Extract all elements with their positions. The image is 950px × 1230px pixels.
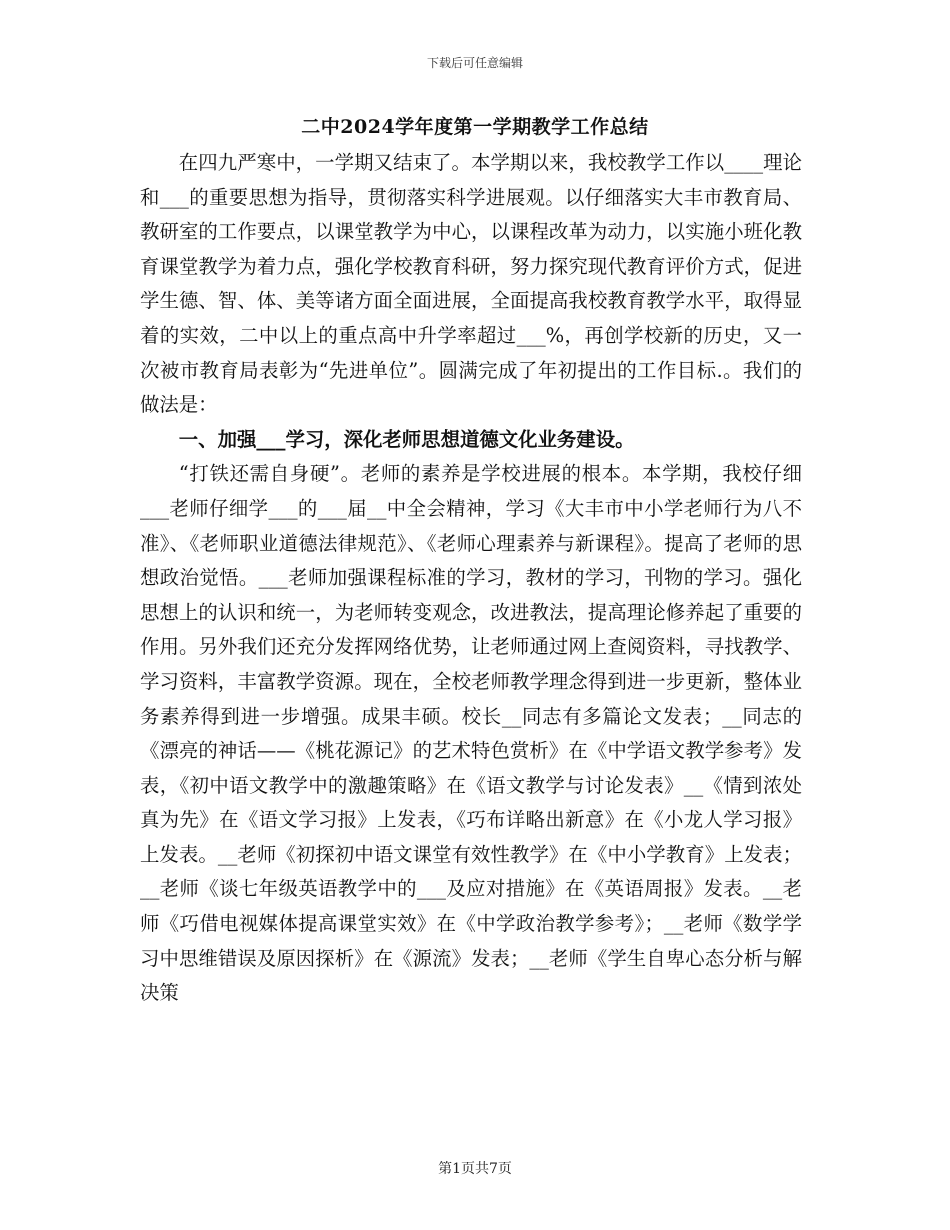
page-number: 第1页共7页 (438, 1161, 512, 1177)
page-header-note: 下载后可任意编辑 (426, 56, 523, 70)
document-body (140, 146, 802, 1011)
document-title: 二中2024学年度第一学期教学工作总结 (301, 116, 649, 138)
section-paragraph: “打铁还需自身硬”。老师的素养是学校进展的根本。本学期，我校仔细___老师仔细学___的___届__中全会精神，学习《大丰市中小学老师行为八不准》、《老师职业道德法律规范》、《老师心理素养与新课程》。提高了老师的思想政治觉悟。___老师加强课程标准的学习，教材的学习，刊物的学习。强化思想上的认识和统一，为老师转变观念，改进教法，提高理论修养起了重要的作用。另外我们还充分发挥网络优势，让老师通过网上查阅资料，寻找教学、学习资料，丰富教学资源。现在，全校老师教学理念得到进一步更新，整体业务素养得到进一步增强。成果丰硕。校长__同志有多篇论文发表；__同志的《漂亮的神话——《桃花源记》的艺术特色赏析》在《中学语文教学参考》发表，《初中语文教学中的激趣策略》在《语文教学与讨论发表》__《情到浓处真为先》在《语文学习报》上发表，《巧布详略出新意》在《小龙人学习报》上发表。__老师《初探初中语文课堂有效性教学》在《中小学教育》上发表；__老师《谈七年级英语教学中的___及应对措施》在《英语周报》发表。__老师《巧借电视媒体提高课堂实效》在《中学政治教学参考》；__老师《数学学习中思维错误及原因探析》在《源流》发表；__老师《学生自卑心态分析与解决策 (140, 462, 802, 1005)
section-heading: 一、加强___学习，深化老师思想道德文化业务建设。 (178, 427, 635, 451)
intro-paragraph: 在四九严寒中，一学期又结束了。本学期以来，我校教学工作以____理论和___的重要思想为指导，贯彻落实科学进展观。以仔细落实大丰市教育局、教研室的工作要点，以课堂教学为中心，以课程改革为动力，以实施小班化教育课堂教学为着力点，强化学校教育科研，努力探究现代教育评价方式，促进学生德、智、体、美等诸方面全面进展，全面提高我校教育教学水平，取得显着的实效，二中以上的重点高中升学率超过___%，再创学校新的历史，又一次被市教育局表彰为“先进单位”。圆满完成了年初提出的工作目标.。我们的做法是： (140, 151, 802, 417)
